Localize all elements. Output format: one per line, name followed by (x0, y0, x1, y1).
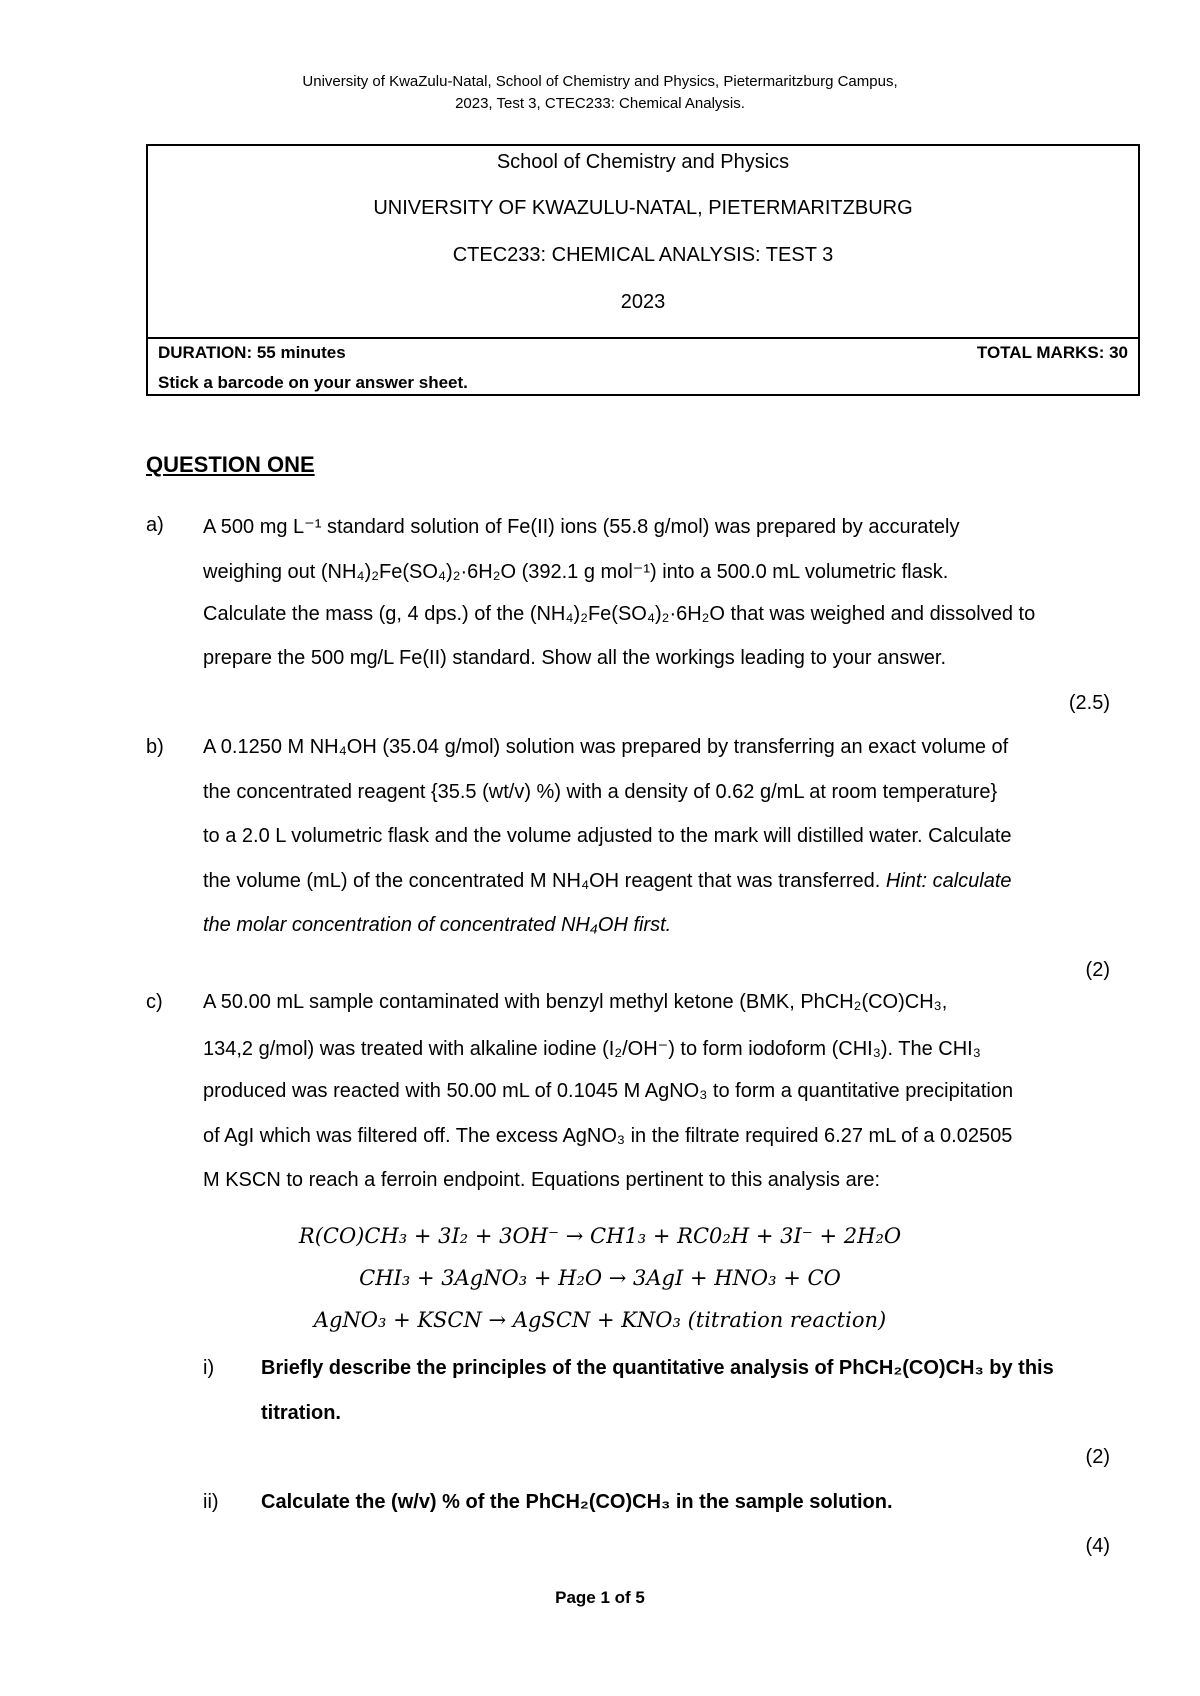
equation-2: CHI₃ + 3AgNO₃ + H₂O → 3AgI + HNO₃ + CO (359, 1266, 841, 1290)
exam-year: 2023 (620, 291, 666, 313)
part-a-label: a) (146, 514, 164, 536)
part-c-line-2: 134,2 g/mol) was treated with alkaline iodine (I₂/OH⁻) to form iodoform (CHI₃). The CHI₃ (203, 1038, 981, 1060)
part-a-marks: (2.5) (1068, 692, 1110, 714)
equation-3: AgNO₃ + KSCN → AgSCN + KNO₃ (titration reaction) (313, 1308, 887, 1332)
question-title: QUESTION ONE (146, 452, 315, 477)
part-b-line-4 (203, 870, 1012, 893)
part-b-line-3: to a 2.0 L volumetric flask and the volume adjusted to the mark will distilled water. Calculate (203, 825, 1012, 847)
part-c-line-1: A 50.00 mL sample contaminated with benzyl methyl ketone (BMK, PhCH₂(CO)CH₃, (203, 991, 948, 1013)
university-name: UNIVERSITY OF KWAZULU-NATAL, PIETERMARITZBURG (373, 197, 913, 219)
part-b-hint-start: Hint: calculate (880, 870, 1012, 892)
course-title: CTEC233: CHEMICAL ANALYSIS: TEST 3 (452, 244, 834, 266)
running-header-line-1: University of KwaZulu-Natal, School of Chemistry and Physics, Pietermaritzburg Campus, (302, 73, 898, 90)
part-c-i-label: i) (203, 1357, 215, 1379)
part-c-ii-line: Calculate the (w/v) % of the PhCH₂(CO)CH₃ in the sample solution. (261, 1491, 893, 1513)
part-a-line-4: prepare the 500 mg/L Fe(II) standard. Show all the workings leading to your answer. (203, 647, 946, 669)
part-a-line-3: Calculate the mass (g, 4 dps.) of the (NH₄)₂Fe(SO₄)₂·6H₂O that was weighed and dissolved to (203, 603, 1036, 625)
running-header-line-2: 2023, Test 3, CTEC233: Chemical Analysis. (455, 95, 745, 112)
part-a-line-2: weighing out (NH₄)₂Fe(SO₄)₂·6H₂O (392.1 g mol⁻¹) into a 500.0 mL volumetric flask. (203, 561, 949, 583)
duration: DURATION: 55 minutes (158, 343, 346, 362)
part-c-line-5: M KSCN to reach a ferroin endpoint. Equations pertinent to this analysis are: (203, 1169, 881, 1191)
total-marks: TOTAL MARKS: 30 (976, 343, 1128, 362)
school-name: School of Chemistry and Physics (496, 151, 790, 173)
part-c-line-3: produced was reacted with 50.00 mL of 0.1045 M AgNO₃ to form a quantitative precipitation (203, 1080, 1014, 1102)
page-number: Page 1 of 5 (555, 1588, 645, 1607)
part-b-label: b) (146, 736, 164, 758)
part-c-i-marks: (2) (1085, 1446, 1110, 1468)
part-b-line-2: the concentrated reagent {35.5 (wt/v) %) with a density of 0.62 g/mL at room temperature} (203, 781, 998, 803)
part-c-line-4: of AgI which was filtered off. The excess AgNO₃ in the filtrate required 6.27 mL of a 0.02505 (203, 1125, 1013, 1147)
part-a-line-1: A 500 mg L⁻¹ standard solution of Fe(II) ions (55.8 g/mol) was prepared by accurately (203, 516, 960, 538)
part-c-ii-label: ii) (203, 1491, 219, 1513)
part-c-label: c) (146, 991, 163, 1013)
part-b-line-1: A 0.1250 M NH₄OH (35.04 g/mol) solution was prepared by transferring an exact volume of (203, 736, 1009, 758)
barcode-instruction: Stick a barcode on your answer sheet. (158, 373, 468, 392)
part-b-hint: the molar concentration of concentrated NH₄OH first. (203, 914, 672, 936)
part-c-ii-marks: (4) (1085, 1535, 1110, 1557)
title-box-top (148, 146, 1138, 339)
part-b-marks: (2) (1085, 959, 1110, 981)
equation-1: R(CO)CH₃ + 3I₂ + 3OH⁻ → CH1₃ + RC0₂H + 3I⁻ + 2H₂O (298, 1224, 902, 1248)
part-b-line-4-text: the volume (mL) of the concentrated M NH₄OH reagent that was transferred. (203, 870, 881, 892)
part-c-i-line-2: titration. (261, 1402, 341, 1424)
title-box (146, 144, 1140, 396)
part-c-i-line-1: Briefly describe the principles of the quantitative analysis of PhCH₂(CO)CH₃ by this (261, 1357, 1054, 1379)
